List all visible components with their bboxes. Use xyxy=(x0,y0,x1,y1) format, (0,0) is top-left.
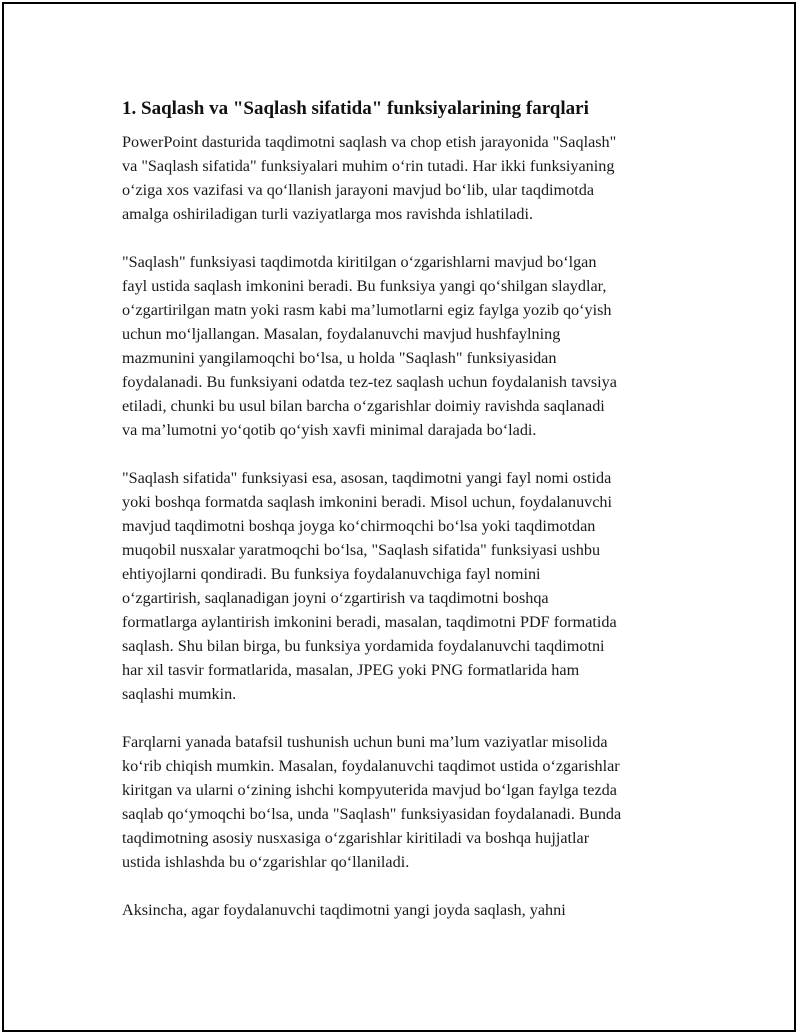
text-line: muqobil nusxalar yaratmoqchi bo‘lsa, "Saqlash sifatida" funksiyasi ushbu xyxy=(122,541,601,559)
paragraph-saqlash-sifatida xyxy=(122,466,692,706)
paragraph-saqlash xyxy=(122,250,692,442)
paragraph-aksincha xyxy=(122,898,692,922)
text-line: saqlab qo‘ymoqchi bo‘lsa, unda "Saqlash" funksiyasidan foydalanadi. Bunda xyxy=(122,805,622,823)
text-line: mavjud taqdimotni boshqa joyga ko‘chirmoqchi bo‘lsa yoki taqdimotdan xyxy=(122,517,596,535)
text-line: foydalanadi. Bu funksiyani odatda tez-tez saqlash uchun foydalanish tavsiya xyxy=(122,373,617,391)
text-line: "Saqlash" funksiyasi taqdimotda kiritilgan o‘zgarishlarni mavjud bo‘lgan xyxy=(122,253,597,271)
document-body xyxy=(122,96,692,946)
text-line: amalga oshiriladigan turli vaziyatlarga mos ravishda ishlatiladi. xyxy=(122,205,534,223)
text-line: yoki boshqa formatda saqlash imkonini beradi. Misol uchun, foydalanuvchi xyxy=(122,493,613,511)
text-line: Aksincha, agar foydalanuvchi taqdimotni yangi joyda saqlash, yahni xyxy=(122,901,566,919)
section-title: 1. Saqlash va "Saqlash sifatida" funksiyalarining farqlari xyxy=(122,98,589,119)
page-border xyxy=(2,2,796,1032)
text-line: etiladi, chunki bu usul bilan barcha o‘zgarishlar doimiy ravishda saqlanadi xyxy=(122,397,605,415)
text-line: "Saqlash sifatida" funksiyasi esa, asosan, taqdimotni yangi fayl nomi ostida xyxy=(122,469,612,487)
text-line: o‘ziga xos vazifasi va qo‘llanish jarayoni mavjud bo‘lib, ular taqdimotda xyxy=(122,181,595,199)
text-line: o‘zgartirish, saqlanadigan joyni o‘zgartirish va taqdimotni boshqa xyxy=(122,589,549,607)
text-line: kiritgan va ularni o‘zining ishchi kompyuterida mavjud bo‘lgan faylga tezda xyxy=(122,781,617,799)
text-line: Farqlarni yanada batafsil tushunish uchun buni ma’lum vaziyatlar misolida xyxy=(122,733,608,751)
text-line: o‘zgartirilgan matn yoki rasm kabi ma’lumotlarni egiz faylga yozib qo‘yish xyxy=(122,301,612,319)
text-line: va "Saqlash sifatida" funksiyalari muhim o‘rin tutadi. Har ikki funksiyaning xyxy=(122,157,615,175)
paragraph-intro xyxy=(122,130,692,226)
text-line: taqdimotning asosiy nusxasiga o‘zgarishlar kiritiladi va boshqa hujjatlar xyxy=(122,829,590,847)
text-line: PowerPoint dasturida taqdimotni saqlash va chop etish jarayonida "Saqlash" xyxy=(122,133,617,151)
text-line: uchun mo‘ljallangan. Masalan, foydalanuvchi mavjud hushfaylning xyxy=(122,325,561,343)
text-line: saqlashi mumkin. xyxy=(122,685,237,703)
text-line: har xil tasvir formatlarida, masalan, JPEG yoki PNG formatlarida ham xyxy=(122,661,580,679)
text-line: mazmunini yangilamoqchi bo‘lsa, u holda "Saqlash" funksiyasidan xyxy=(122,349,557,367)
paragraph-farqlar xyxy=(122,730,692,874)
text-line: ko‘rib chiqish mumkin. Masalan, foydalanuvchi taqdimot ustida o‘zgarishlar xyxy=(122,757,620,775)
text-line: ustida ishlashda bu o‘zgarishlar qo‘llaniladi. xyxy=(122,853,410,871)
text-line: formatlarga aylantirish imkonini beradi, masalan, taqdimotni PDF formatida xyxy=(122,613,617,631)
text-line: va ma’lumotni yo‘qotib qo‘yish xavfi minimal darajada bo‘ladi. xyxy=(122,421,537,439)
text-line: fayl ustida saqlash imkonini beradi. Bu funksiya yangi qo‘shilgan slaydlar, xyxy=(122,277,607,295)
text-line: ehtiyojlarni qondiradi. Bu funksiya foydalanuvchiga fayl nomini xyxy=(122,565,541,583)
text-line: saqlash. Shu bilan birga, bu funksiya yordamida foydalanuvchi taqdimotni xyxy=(122,637,605,655)
